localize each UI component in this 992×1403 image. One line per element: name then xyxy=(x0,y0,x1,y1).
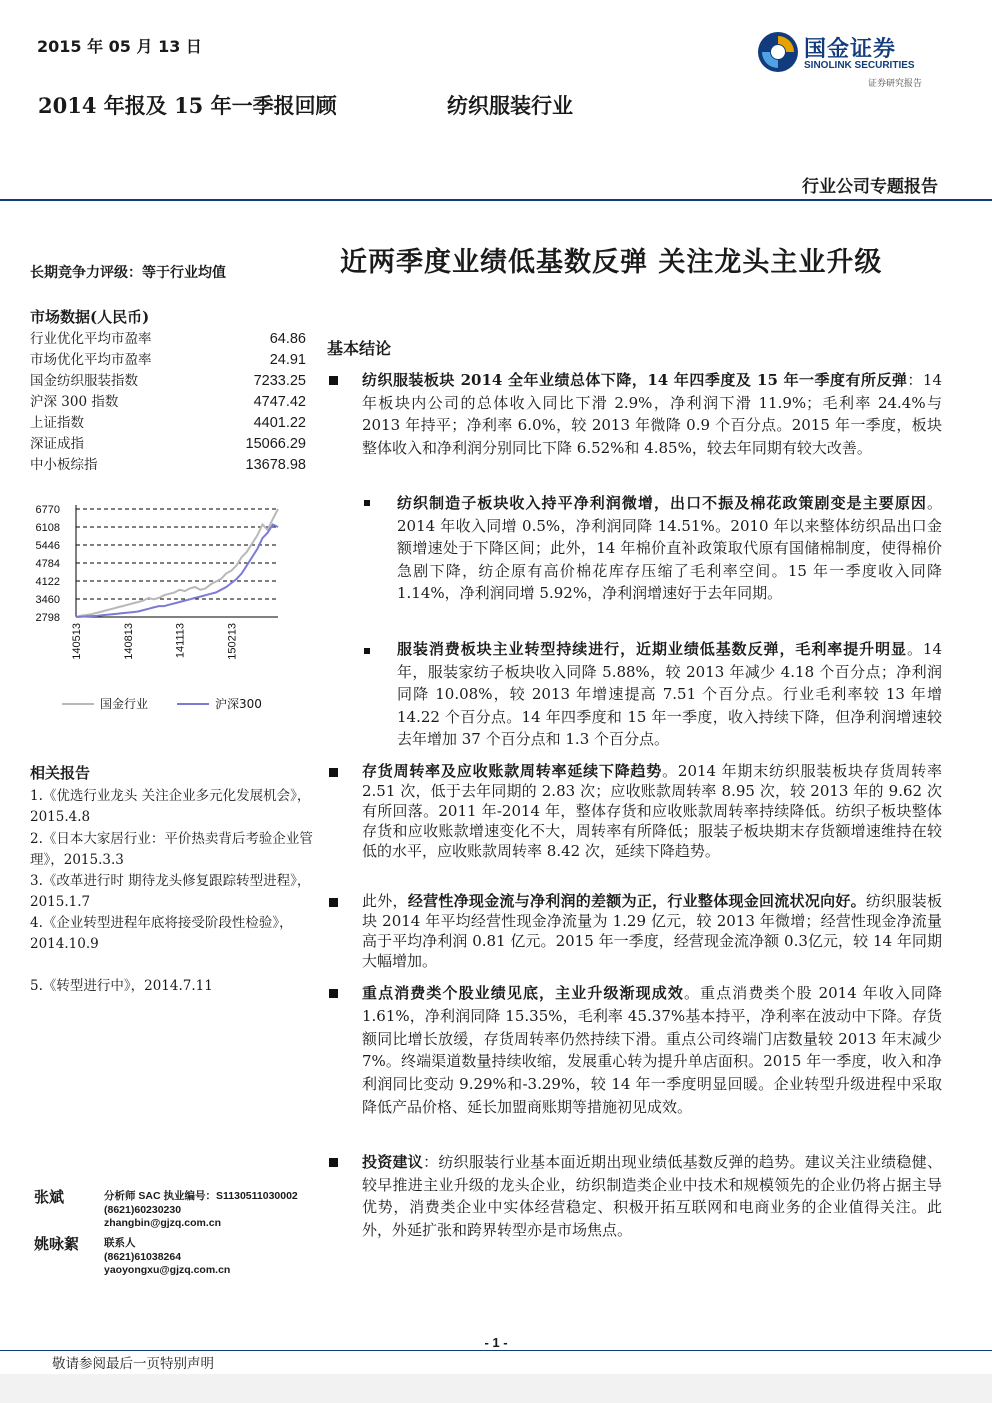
paragraph-body: 纺织服装板块 2014 年平均经营性现金净流量为 1.29 亿元，较 2013 年微增；经营性现金净流量高于平均净利润 0.81 亿元。2015 年一季度，经营现金流净额 0.3亿元，较 14 年同期大幅增加。 xyxy=(362,892,942,970)
market-data-row xyxy=(30,350,306,371)
conclusion-paragraph xyxy=(362,369,942,459)
market-data-label: 中小板综指 xyxy=(30,457,98,473)
chart-y-tick-label: 3460 xyxy=(35,594,60,606)
logo-icon xyxy=(756,30,800,74)
related-report-item[interactable]: 4.《企业转型进程年底将接受阶段性检验》，2014.10.9 xyxy=(30,915,293,952)
bullet-icon xyxy=(329,989,338,998)
related-report-item[interactable]: 1.《优选行业龙头 关注企业多元化发展机会》，2015.4.8 xyxy=(30,788,311,825)
chart-series-line xyxy=(76,525,278,618)
competitiveness-rating: 长期竞争力评级：等于行业均值 xyxy=(30,265,226,281)
chart-y-tick-label: 6770 xyxy=(35,504,60,516)
bullet-icon xyxy=(329,768,338,777)
paragraph-lead: 纺织服装板块 2014 全年业绩总体下降，14 年四季度及 15 年一季度有所反弹 xyxy=(362,371,908,389)
chart-legend-label: 国金行业 xyxy=(100,697,149,711)
paragraph-body: 。重点消费类个股 2014 年收入同降 1.61%，净利润同降 15.35%，毛利率 45.37%基本持平，净利率在波动中下降。存货额同比增长放缓，存货周转率仍然持续下滑。重点公司终端门店数量较 2013 年末减少 7%。终端渠道数量持续收缩，发展重心转为提升单店面积。2015 年一季度，收入和净利润同比变动 9.29%和-3.29%，较 14 年一季度明显回暖。企业转型升级进程中采取降低产品价格、延长加盟商账期等措施初见成效。 xyxy=(362,984,942,1116)
market-data-label: 沪深 300 指数 xyxy=(30,394,119,410)
paragraph-lead: 重点消费类个股业绩见底，主业升级渐现成效 xyxy=(362,984,684,1002)
chart-y-tick-label: 4122 xyxy=(35,576,60,588)
market-data-label: 行业优化平均市盈率 xyxy=(30,331,152,347)
paragraph-prefix: 此外， xyxy=(362,892,408,910)
contact-role: 联系人 xyxy=(104,1237,136,1249)
page-number: - 1 - xyxy=(484,1335,508,1350)
chart-x-tick-label: 141113 xyxy=(174,623,187,659)
conclusion-paragraph xyxy=(362,891,942,971)
report-title: 2014 年报及 15 年一季报回顾 xyxy=(38,93,337,118)
conclusion-paragraph xyxy=(362,982,942,1119)
paragraph-lead: 纺织制造子板块收入持平净利润微增，出口不振及棉花政策剧变是主要原因 xyxy=(397,494,927,512)
chart-y-tick-label: 6108 xyxy=(35,522,60,534)
related-report-item[interactable]: 3.《改革进行时 期待龙头修复跟踪转型进程》，2015.1.7 xyxy=(30,873,311,910)
industry-name: 纺织服装行业 xyxy=(447,93,573,118)
paragraph-lead: 服装消费板块主业转型持续进行，近期业绩低基数反弹，毛利率提升明显 xyxy=(397,640,907,658)
chart-y-tick-label: 5446 xyxy=(35,540,60,552)
market-data-row xyxy=(30,329,306,350)
bullet-icon xyxy=(329,376,338,385)
paragraph-lead: 经营性净现金流与净利润的差额为正，行业整体现金回流状况向好。 xyxy=(407,892,866,910)
company-logo xyxy=(756,30,946,90)
market-data-row xyxy=(30,413,306,434)
logo-en-text: SINOLINK SECURITIES xyxy=(804,60,915,71)
logo-cn-text: 国金证券 xyxy=(804,37,897,62)
paragraph-body: 。2014 年期末纺织服装板块存货周转率 2.51 次，低于去年同期的 2.83 次；应收账款周转率 8.95 次，较 2013 年的 9.62 次有所回落。2011 年-2014 年，整体存货和应收账款周转率持续降低。纺织子板块整体存货和应收账款增速变化不大，周转率有所降低；服装子板块期末存货额增速维持在较低的水平，应收账款周转率 8.42 次，延续下降趋势。 xyxy=(362,762,942,860)
analyst-contact xyxy=(104,1237,230,1278)
market-data-label: 国金纺织服装指数 xyxy=(30,373,138,389)
chart-x-tick-label: 140513 xyxy=(71,623,83,660)
chart-x-tick-label: 150213 xyxy=(226,623,239,660)
sub-paragraph xyxy=(397,638,942,751)
chart-y-tick-label: 4784 xyxy=(35,558,60,570)
footer-disclaimer: 敬请参阅最后一页特别声明 xyxy=(52,1356,214,1372)
market-data-row xyxy=(30,392,306,413)
logo-sub-text: 证券研究报告 xyxy=(868,79,923,89)
market-data-value: 4747.42 xyxy=(253,394,306,410)
analyst-name: 姚咏絮 xyxy=(34,1235,80,1253)
footer-divider xyxy=(0,1350,992,1351)
market-data-value: 64.86 xyxy=(269,331,306,347)
market-data-value: 24.91 xyxy=(269,352,306,368)
analyst-email[interactable]: zhangbin@gjzq.com.cn xyxy=(104,1217,221,1229)
related-report-item[interactable]: 2.《日本大家居行业：平价热卖背后考验企业管理》，2015.3.3 xyxy=(30,831,313,868)
market-data-row xyxy=(30,455,306,476)
report-date: 2015 年 05 月 13 日 xyxy=(37,37,202,56)
index-line-chart xyxy=(26,492,316,720)
sub-bullet-icon xyxy=(364,648,370,654)
market-data-row xyxy=(30,371,306,392)
bullet-icon xyxy=(329,1158,338,1167)
market-data-label: 上证指数 xyxy=(30,415,84,431)
bottom-band xyxy=(0,1374,992,1403)
paragraph-body: 。14 年，服装家纺子板块收入同降 5.88%，较 2013 年减少 4.18 个百分点；净利润同降 10.08%，较 2013 年增速提高 7.51 个百分点。行业毛利率较 13 年增 14.22 个百分点。14 年四季度和 15 年一季度，收入持续下降，但净利润增速较去年增加 37 个百分点和 1.3 个百分点。 xyxy=(397,640,942,748)
market-data-row xyxy=(30,434,306,455)
market-data-value: 7233.25 xyxy=(253,373,306,389)
conclusion-paragraph xyxy=(362,1151,942,1241)
analyst-email[interactable]: yaoyongxu@gjzq.com.cn xyxy=(104,1264,231,1276)
chart-legend-label: 沪深300 xyxy=(215,697,262,711)
market-data-title: 市场数据(人民币) xyxy=(30,308,150,326)
market-data-value: 13678.98 xyxy=(245,457,306,473)
related-report-item[interactable]: 5.《转型进行中》，2014.7.11 xyxy=(30,978,213,994)
analyst-contact xyxy=(104,1190,298,1231)
market-data-value: 15066.29 xyxy=(245,436,306,452)
report-type: 行业公司专题报告 xyxy=(802,177,938,197)
market-data-label: 市场优化平均市盈率 xyxy=(30,352,152,368)
page-headline: 近两季度业绩低基数反弹 关注龙头主业升级 xyxy=(340,247,883,278)
paragraph-body: ：14 年板块内公司的总体收入同比下滑 2.9%，净利润下滑 11.9%；毛利率 24.4%与 2013 年持平；净利率 6.0%，较 2013 年微降 0.9 个百分点。2015 年一季度，板块整体收入和净利润分别同比下降 6.52%和 4.85%，较去年同期有较大改善。 xyxy=(362,371,942,457)
chart-y-tick-label: 2798 xyxy=(35,612,60,624)
conclusion-paragraph xyxy=(362,761,942,861)
chart-x-tick-label: 140813 xyxy=(122,623,135,660)
market-data-label: 深证成指 xyxy=(30,436,84,452)
conclusion-title: 基本结论 xyxy=(327,339,392,358)
bullet-icon xyxy=(329,898,338,907)
sub-paragraph xyxy=(397,492,942,605)
market-data-table xyxy=(30,329,306,476)
paragraph-lead: 存货周转率及应收账款周转率延续下降趋势 xyxy=(362,762,663,780)
sub-bullet-icon xyxy=(364,500,370,506)
paragraph-body: ：纺织服装行业基本面近期出现业绩低基数反弹的趋势。建议关注业绩稳健、较早推进主业升级的龙头企业，纺织制造类企业中技术和规模领先的企业仍将占据主导优势，消费类企业中实体经营稳定、积极开拓互联网和电商业务的企业值得关注。此外，外延扩张和跨界转型亦是市场焦点。 xyxy=(362,1153,942,1239)
header-divider xyxy=(0,199,992,201)
analyst-phone: (8621)61038264 xyxy=(104,1250,182,1263)
paragraph-lead: 投资建议 xyxy=(362,1153,424,1171)
analyst-phone: (8621)60230230 xyxy=(104,1203,182,1216)
market-data-value: 4401.22 xyxy=(253,415,306,431)
analyst-name: 张斌 xyxy=(34,1188,65,1206)
paragraph-body: 。2014 年收入同增 0.5%，净利润同降 14.51%。2010 年以来整体纺织品出口金额增速处于下降区间；此外，14 年棉价直补政策取代原有国储棉制度，使得棉价急剧下降，纺企原有高价棉花库存压缩了毛利率空间。15 年一季度收入同降 1.14%，净利润同增 5.92%，净利润增速好于去年同期。 xyxy=(397,494,942,602)
analyst-cert: 分析师 SAC 执业编号：S1130511030002 xyxy=(104,1190,298,1202)
related-reports-title: 相关报告 xyxy=(30,764,91,782)
